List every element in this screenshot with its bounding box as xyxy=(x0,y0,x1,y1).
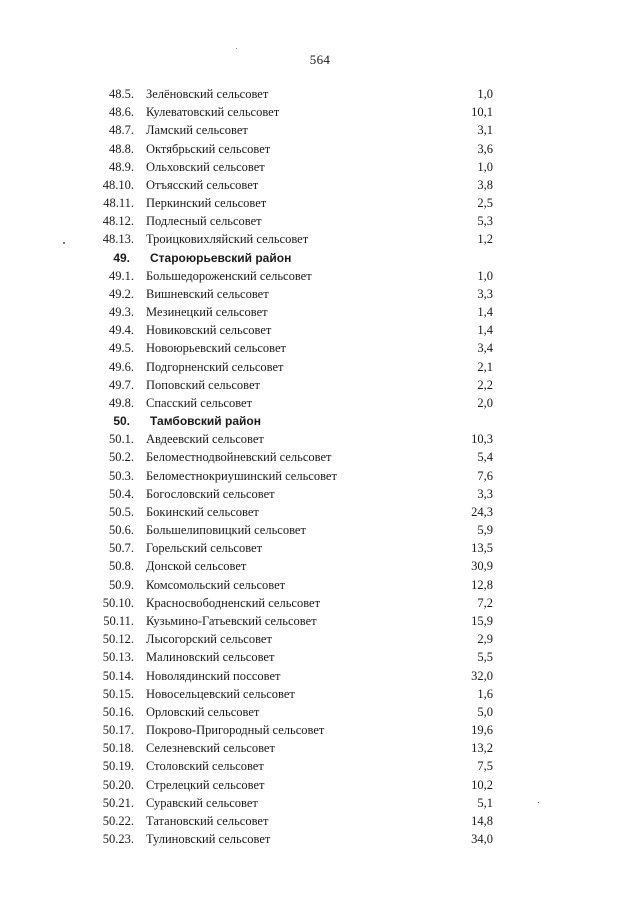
row-number: 50.13. xyxy=(102,650,134,665)
settlement-name: Кулеватовский сельсовет xyxy=(146,105,280,120)
table-row xyxy=(0,396,640,414)
table-row xyxy=(0,559,640,577)
row-value: 2,9 xyxy=(477,632,493,647)
settlement-name: Большелиповицкий сельсовет xyxy=(146,523,306,538)
settlement-name: Поповский сельсовет xyxy=(146,377,260,392)
row-value: 13,5 xyxy=(471,541,493,556)
table-row xyxy=(0,469,640,487)
settlement-name: Подлесный сельсовет xyxy=(146,214,262,229)
row-value: 1,4 xyxy=(477,323,493,338)
row-value: 10,3 xyxy=(471,432,493,447)
row-number: 49.2. xyxy=(109,286,134,301)
row-value: 14,8 xyxy=(471,813,493,828)
row-number: 50.16. xyxy=(102,704,134,719)
table-row xyxy=(0,305,640,323)
row-number: 50.17. xyxy=(102,723,134,738)
settlement-name: Суравский сельсовет xyxy=(146,795,258,810)
row-number: 50.9. xyxy=(109,577,134,592)
settlement-name: Отъясский сельсовет xyxy=(146,177,259,192)
settlement-name: Вишневский сельсовет xyxy=(146,286,269,301)
row-number: 49.5. xyxy=(109,341,134,356)
table-row xyxy=(0,287,640,305)
row-value: 3,8 xyxy=(477,177,493,192)
row-value: 5,4 xyxy=(477,450,493,465)
row-value: 5,3 xyxy=(477,214,493,229)
table-row xyxy=(0,160,640,178)
table-row xyxy=(0,269,640,287)
table-row xyxy=(0,632,640,650)
row-number: 49. xyxy=(113,250,130,265)
row-value: 15,9 xyxy=(471,613,493,628)
settlement-name: Мезинецкий сельсовет xyxy=(146,305,268,320)
row-number: 50.18. xyxy=(102,741,134,756)
table-row xyxy=(0,196,640,214)
row-number: 50.3. xyxy=(109,468,134,483)
scan-speck xyxy=(538,802,539,803)
table-row xyxy=(0,505,640,523)
row-number: 49.7. xyxy=(109,377,134,392)
row-number: 50.8. xyxy=(109,559,134,574)
row-number: 48.8. xyxy=(109,141,134,156)
row-number: 48.6. xyxy=(109,105,134,120)
row-number: 48.9. xyxy=(109,159,134,174)
row-value: 1,0 xyxy=(477,87,493,101)
table-row xyxy=(0,578,640,596)
settlement-name: Новоюрьевский сельсовет xyxy=(146,341,286,356)
settlement-name: Авдеевский сельсовет xyxy=(146,432,264,447)
row-value: 10,2 xyxy=(471,777,493,792)
row-value: 10,1 xyxy=(471,105,493,120)
table-row xyxy=(0,687,640,705)
row-number: 50.20. xyxy=(102,777,134,792)
table-row xyxy=(0,541,640,559)
row-value: 1,0 xyxy=(477,159,493,174)
table-row xyxy=(0,341,640,359)
settlement-name: Орловский сельсовет xyxy=(146,704,260,719)
table-row xyxy=(0,123,640,141)
settlement-name: Новосельцевский сельсовет xyxy=(146,686,295,701)
row-value: 2,0 xyxy=(477,395,493,410)
table-row xyxy=(0,487,640,505)
settlement-name: Богословский сельсовет xyxy=(146,486,275,501)
settlement-name: Татановский сельсовет xyxy=(146,813,269,828)
row-number: 50.5. xyxy=(109,504,134,519)
row-value: 34,0 xyxy=(471,832,493,847)
row-value: 12,8 xyxy=(471,577,493,592)
row-value: 1,0 xyxy=(477,268,493,283)
row-value: 5,0 xyxy=(477,704,493,719)
settlement-name: Ламский сельсовет xyxy=(146,123,248,138)
settlement-name: Бокинский сельсовет xyxy=(146,504,259,519)
row-value: 2,1 xyxy=(477,359,493,374)
district-name: Тамбовский район xyxy=(150,414,261,429)
row-value: 7,2 xyxy=(477,595,493,610)
settlement-name: Троицковихляйский сельсовет xyxy=(146,232,309,247)
settlement-name: Кузьмино-Гатьевский сельсовет xyxy=(146,613,317,628)
row-value: 32,0 xyxy=(471,668,493,683)
scan-speck xyxy=(236,48,237,49)
row-number: 50.21. xyxy=(102,795,134,810)
table-row xyxy=(0,232,640,250)
table-row xyxy=(0,450,640,468)
settlement-name: Красносвободненский сельсовет xyxy=(146,595,321,610)
settlement-name: Беломестнокриушинский сельсовет xyxy=(146,468,337,483)
row-value: 24,3 xyxy=(471,504,493,519)
row-value: 1,2 xyxy=(477,232,493,247)
row-value: 3,1 xyxy=(477,123,493,138)
row-number: 50.15. xyxy=(102,686,134,701)
settlement-name: Покрово-Пригородный сельсовет xyxy=(146,723,325,738)
settlement-name: Донской сельсовет xyxy=(146,559,247,574)
settlement-name: Малиновский сельсовет xyxy=(146,650,275,665)
settlement-name: Спасский сельсовет xyxy=(146,395,253,410)
settlement-name: Зелёновский сельсовет xyxy=(146,87,269,101)
settlement-name: Комсомольский сельсовет xyxy=(146,577,286,592)
district-header-row xyxy=(0,251,640,269)
row-number: 50.1. xyxy=(109,432,134,447)
settlement-name: Большедороженский сельсовет xyxy=(146,268,312,283)
row-number: 48.12. xyxy=(102,214,134,229)
settlement-name: Новиковский сельсовет xyxy=(146,323,272,338)
row-number: 50.12. xyxy=(102,632,134,647)
row-value: 2,5 xyxy=(477,196,493,211)
row-number: 50.22. xyxy=(102,813,134,828)
row-value: 7,5 xyxy=(477,759,493,774)
settlement-name: Горельский сельсовет xyxy=(146,541,263,556)
row-number: 50.6. xyxy=(109,523,134,538)
settlement-name: Беломестнодвойневский сельсовет xyxy=(146,450,332,465)
settlement-name: Селезневский сельсовет xyxy=(146,741,275,756)
row-number: 49.1. xyxy=(109,268,134,283)
row-value: 3,6 xyxy=(477,141,493,156)
settlement-name: Столовский сельсовет xyxy=(146,759,264,774)
row-number: 48.7. xyxy=(109,123,134,138)
row-number: 49.6. xyxy=(109,359,134,374)
row-value: 1,4 xyxy=(477,305,493,320)
table-row xyxy=(0,523,640,541)
table-row xyxy=(0,432,640,450)
row-value: 19,6 xyxy=(471,723,493,738)
table-row xyxy=(0,814,640,832)
row-number: 50.7. xyxy=(109,541,134,556)
settlement-name: Подгорненский сельсовет xyxy=(146,359,284,374)
table-row xyxy=(0,378,640,396)
row-number: 50.19. xyxy=(102,759,134,774)
row-value: 2,2 xyxy=(477,377,493,392)
row-number: 48.13. xyxy=(102,232,134,247)
table-row xyxy=(0,596,640,614)
table-row xyxy=(0,650,640,668)
row-value: 3,3 xyxy=(477,286,493,301)
table-row xyxy=(0,323,640,341)
table-row xyxy=(0,87,640,105)
row-value: 13,2 xyxy=(471,741,493,756)
row-value: 5,9 xyxy=(477,523,493,538)
row-number: 49.4. xyxy=(109,323,134,338)
row-value: 7,6 xyxy=(477,468,493,483)
settlement-name: Тулиновский сельсовет xyxy=(146,832,271,847)
table-row xyxy=(0,142,640,160)
table-row xyxy=(0,778,640,796)
row-value: 30,9 xyxy=(471,559,493,574)
settlement-name: Октябрьский сельсовет xyxy=(146,141,271,156)
table-row xyxy=(0,178,640,196)
row-number: 48.5. xyxy=(109,87,134,101)
table-row xyxy=(0,741,640,759)
row-number: 50.2. xyxy=(109,450,134,465)
row-value: 5,5 xyxy=(477,650,493,665)
row-number: 50.11. xyxy=(103,613,134,628)
table-row xyxy=(0,360,640,378)
settlement-name: Перкинский сельсовет xyxy=(146,196,267,211)
table-row xyxy=(0,759,640,777)
row-number: 48.11. xyxy=(103,196,134,211)
row-value: 3,4 xyxy=(477,341,493,356)
page-number: 564 xyxy=(309,52,331,67)
row-number: 49.8. xyxy=(109,395,134,410)
district-header-row xyxy=(0,414,640,432)
table-row xyxy=(0,669,640,687)
scan-speck xyxy=(63,242,65,244)
row-number: 48.10. xyxy=(102,177,134,192)
row-value: 1,6 xyxy=(477,686,493,701)
settlement-name: Ольховский сельсовет xyxy=(146,159,265,174)
settlement-table xyxy=(0,87,640,850)
settlement-name: Лысогорский сельсовет xyxy=(146,632,272,647)
row-value: 5,1 xyxy=(477,795,493,810)
row-number: 50. xyxy=(113,414,130,429)
row-number: 50.14. xyxy=(102,668,134,683)
row-number: 50.4. xyxy=(109,486,134,501)
table-row xyxy=(0,614,640,632)
district-name: Староюрьевский район xyxy=(150,250,292,265)
table-row xyxy=(0,832,640,850)
row-number: 50.10. xyxy=(102,595,134,610)
table-row xyxy=(0,705,640,723)
settlement-name: Стрелецкий сельсовет xyxy=(146,777,265,792)
table-row xyxy=(0,723,640,741)
table-row xyxy=(0,105,640,123)
settlement-name: Новолядинский поссовет xyxy=(146,668,281,683)
row-number: 49.3. xyxy=(109,305,134,320)
table-row xyxy=(0,214,640,232)
row-value: 3,3 xyxy=(477,486,493,501)
table-row xyxy=(0,796,640,814)
row-number: 50.23. xyxy=(102,832,134,847)
